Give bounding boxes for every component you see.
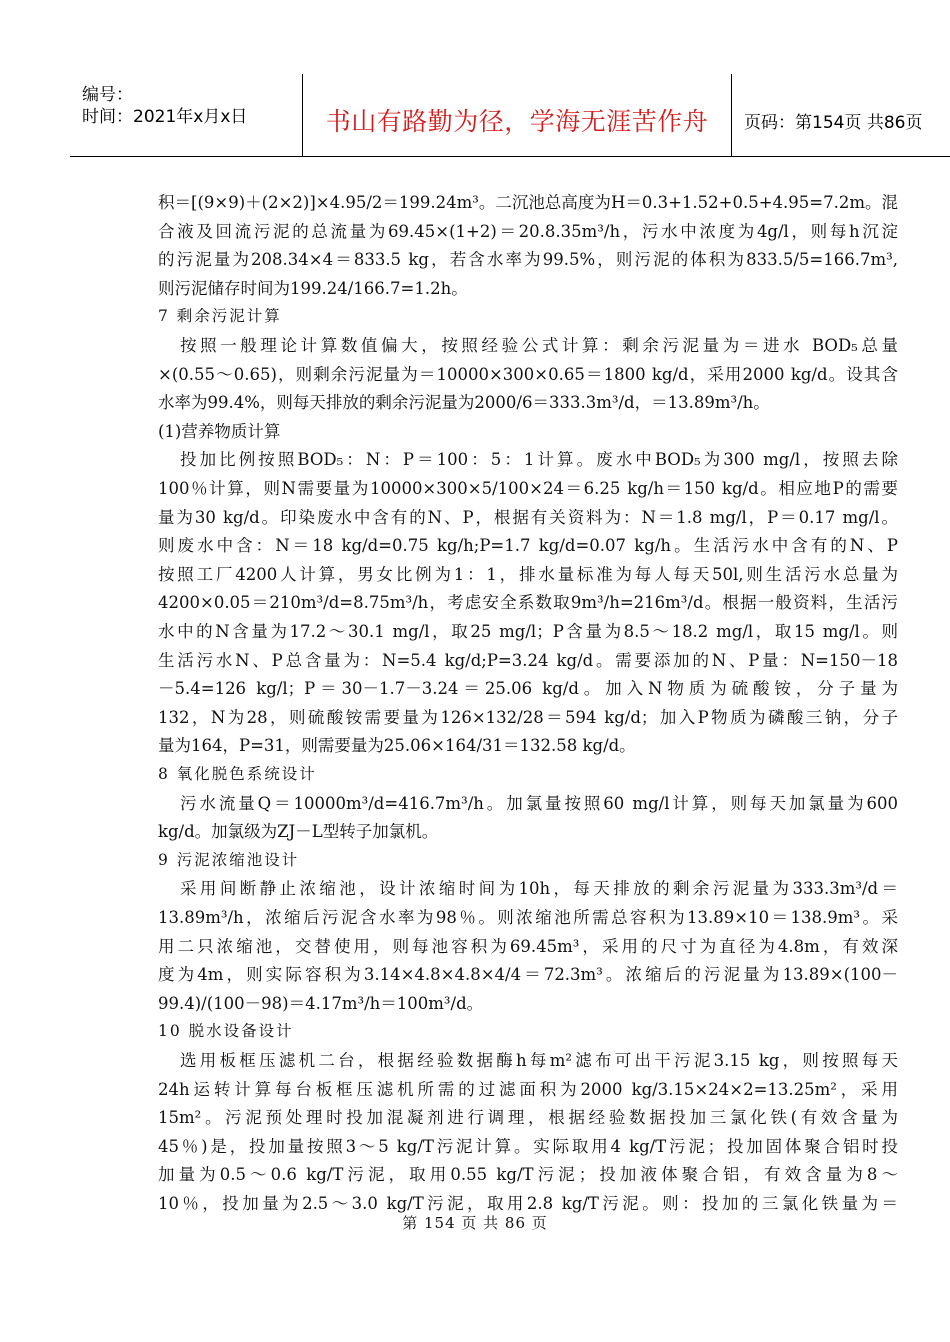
text-line: 水率为99.4%，则每天排放的剩余污泥量为2000/6＝333.3m³/d，＝13.89m³/h。 bbox=[158, 393, 770, 413]
text-line: 水中的N含量为17.2～30.1 mg/l，取25 mg/l；P含量为8.5～18.2 mg/l，取15 mg/l。则 bbox=[158, 622, 898, 641]
text-line: 采用间断静止浓缩池，设计浓缩时间为10h，每天排放的剩余污泥量为333.3m³/d＝ bbox=[180, 879, 898, 899]
header-page-cell bbox=[732, 74, 950, 156]
subsection-heading: (1)营养物质计算 bbox=[158, 421, 281, 441]
page-number-label: 页码：第154页 共86页 bbox=[744, 113, 923, 133]
page-footer: 第 154 页 共 86 页 bbox=[402, 1214, 548, 1232]
text-line: 污水流量Q＝10000m³/d=416.7m³/h。加氯量按照60 mg/l计算，则每天加氯量为600 bbox=[180, 793, 898, 813]
motto: 书山有路勤为径，学海无涯苦作舟 bbox=[325, 107, 709, 136]
text-line: 用二只浓缩池，交替使用，则每池容积为69.45m³，采用的尺寸为直径为4.8m，有效深 bbox=[158, 936, 898, 956]
text-line: 积＝[(9×9)＋(2×2)]×4.95/2＝199.24m³。二沉池总高度为H＝0.3+1.52+0.5+4.95=7.2m。混 bbox=[158, 193, 898, 212]
text-line: 则污泥储存时间为199.24/166.7=1.2h。 bbox=[158, 278, 468, 298]
text-line: 则废水中含：N＝18 kg/d=0.75 kg/h;P=1.7 kg/d=0.07 kg/h。生活污水中含有的N、P bbox=[158, 536, 898, 556]
text-line: 4200×0.05＝210m³/d=8.75m³/h，考虑安全系数取9m³/h=216m³/d。根据一般资料，生活污 bbox=[158, 593, 898, 613]
text-line: 99.4)/(100－98)＝4.17m³/h＝100m³/d。 bbox=[158, 993, 484, 1013]
text-line: 选用板框压滤机二台，根据经验数据酶h每m²滤布可出干污泥3.15 kg，则按照每天 bbox=[180, 1051, 898, 1070]
page-header bbox=[70, 74, 950, 157]
section-heading: 10 脱水设备设计 bbox=[158, 1022, 294, 1041]
section-heading: 9 污泥浓缩池设计 bbox=[158, 850, 300, 869]
text-line: 15m²。污泥预处理时投加混凝剂进行调理，根据经验数据投加三氯化铁(有效含量为 bbox=[158, 1108, 898, 1128]
text-line: 按照一般理论计算数值偏大，按照经验公式计算：剩余污泥量为＝进水 BOD₅总量 bbox=[180, 336, 898, 355]
time-label: 时间：2021年x月x日 bbox=[82, 107, 248, 127]
text-line: 24h运转计算每台板框压滤机所需的过滤面积为2000 kg/3.15×24×2=13.25m²，采用 bbox=[158, 1079, 898, 1099]
header-meta-cell bbox=[70, 74, 303, 156]
serial-label: 编号： bbox=[82, 85, 133, 105]
text-line: 的污泥量为208.34×4＝833.5 kg，若含水率为99.5%，则污泥的体积为833.5/5=166.7m³, bbox=[158, 250, 898, 270]
text-line: 量为30 kg/d。印染废水中含有的N、P，根据有关资料为：N＝1.8 mg/l，P＝0.17 mg/l。 bbox=[158, 507, 898, 527]
text-line: 量为164，P=31，则需要量为25.06×164/31＝132.58 kg/d。 bbox=[158, 736, 636, 756]
text-line: 合液及回流污泥的总流量为69.45×(1+2)＝20.8.35m³/h，污水中浓度为4g/l，则每h沉淀 bbox=[158, 221, 898, 241]
header-motto-cell bbox=[303, 74, 732, 156]
text-line: 100％计算，则N需要量为10000×300×5/100×24＝6.25 kg/h＝150 kg/d。相应地P的需要 bbox=[158, 479, 898, 498]
text-line: 加量为0.5～0.6 kg/T污泥，取用0.55 kg/T污泥；投加液体聚合铝，有效含量为8～ bbox=[158, 1165, 898, 1185]
text-line: 投加比例按照BOD₅：N：P＝100：5：1计算。废水中BOD₅为300 mg/l，按照去除 bbox=[180, 450, 898, 470]
text-line: 按照工厂4200人计算，男女比例为1：1，排水量标准为每人每天50l,则生活污水总量为 bbox=[158, 564, 898, 584]
text-line: 132，N为28，则硫酸铵需要量为126×132/28＝594 kg/d；加入P物质为磷酸三钠，分子 bbox=[158, 707, 898, 727]
text-line: 10％，投加量为2.5～3.0 kg/T污泥，取用2.8 kg/T污泥。则：投加的三氯化铁量为＝ bbox=[158, 1194, 898, 1213]
text-line: kg/d。加氯级为ZJ－L型转子加氯机。 bbox=[158, 822, 439, 842]
section-heading: 7 剩余污泥计算 bbox=[158, 307, 282, 326]
text-line: 45％)是，投加量按照3～5 kg/T污泥计算。实际取用4 kg/T污泥；投加固体聚合铝时投 bbox=[158, 1136, 898, 1156]
text-line: 度为4m，则实际容积为3.14×4.8×4.8×4/4＝72.3m³。浓缩后的污泥量为13.89×(100－ bbox=[158, 965, 898, 985]
text-line: 生活污水N、P总含量为：N=5.4 kg/d;P=3.24 kg/d。需要添加的N、P量：N=150－18 bbox=[158, 650, 898, 670]
text-line: ×(0.55～0.65)，则剩余污泥量为＝10000×300×0.65＝1800 kg/d，采用2000 kg/d。设其含 bbox=[158, 364, 898, 384]
text-line: 13.89m³/h，浓缩后污泥含水率为98％。则浓缩池所需总容积为13.89×10＝138.9m³。采 bbox=[158, 908, 898, 927]
text-line: －5.4=126 kg/l；P＝30－1.7－3.24＝25.06 kg/d。加入N物质为硫酸铵，分子量为 bbox=[158, 679, 898, 699]
section-heading: 8 氧化脱色系统设计 bbox=[158, 765, 317, 783]
